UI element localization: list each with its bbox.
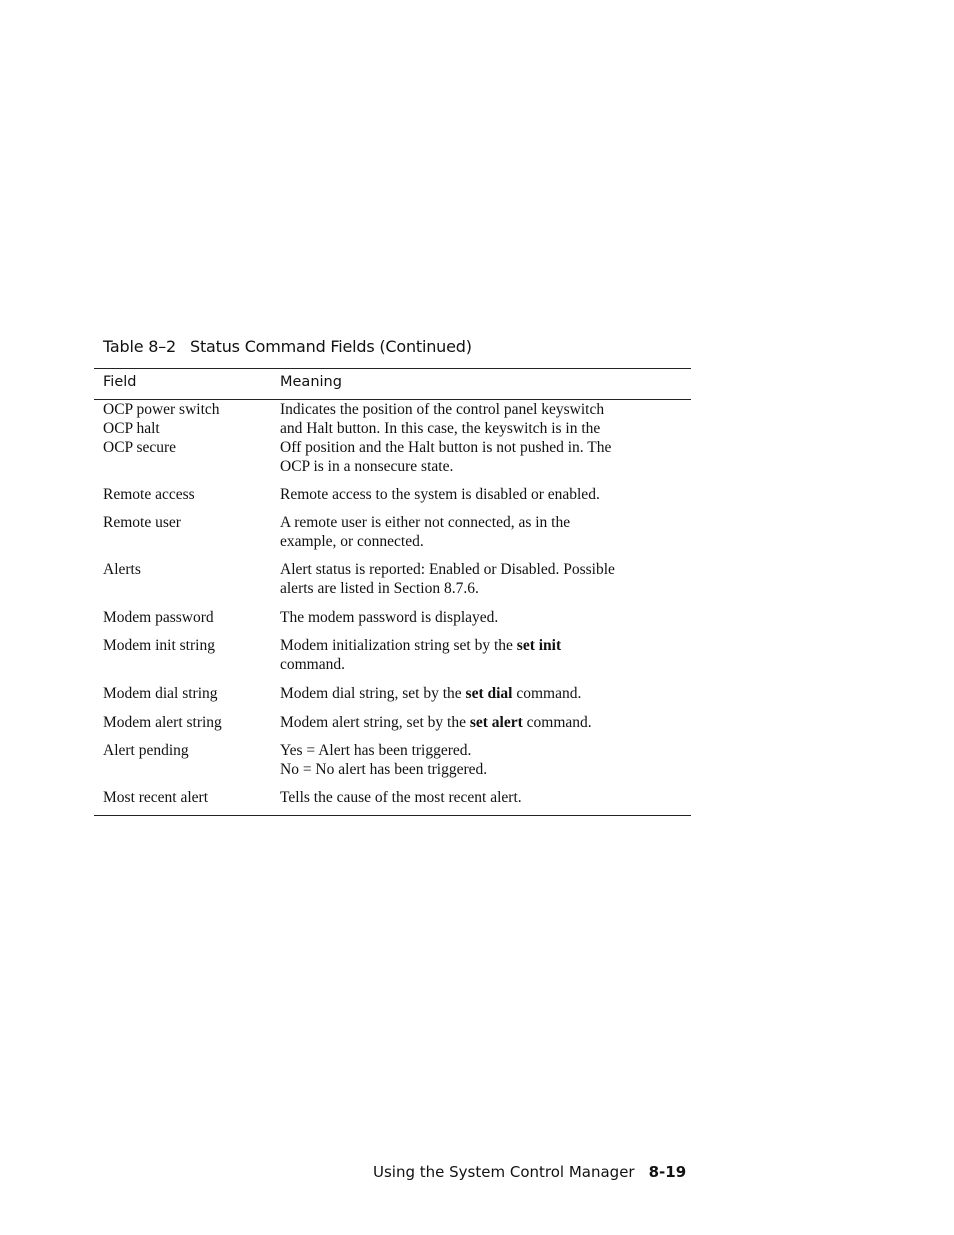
table-caption bbox=[103, 337, 472, 356]
row-field: Remote user bbox=[103, 514, 181, 531]
row-meaning: Indicates the position of the control panel keyswitch and Halt button. In this case, the keyswitch is in the Off position and the Halt button is not pushed in. The OCP is in a nonsecure state. bbox=[280, 401, 612, 475]
header-meaning: Meaning bbox=[280, 374, 342, 390]
row-meaning: Tells the cause of the most recent alert. bbox=[280, 789, 522, 806]
page-footer bbox=[373, 1163, 686, 1181]
row-field: Modem password bbox=[103, 609, 214, 626]
header-field: Field bbox=[103, 374, 137, 390]
table-header bbox=[94, 369, 691, 399]
row-field: Modem init string bbox=[103, 637, 215, 654]
table-title: Status Command Fields (Continued) bbox=[190, 337, 472, 356]
bottom-rule bbox=[94, 815, 691, 816]
row-meaning: The modem password is displayed. bbox=[280, 609, 499, 626]
row-field: Alert pending bbox=[103, 742, 189, 759]
row-meaning: A remote user is either not connected, as in the example, or connected. bbox=[280, 514, 571, 550]
command-name: set init bbox=[516, 637, 562, 654]
row-field: Modem alert string bbox=[103, 714, 222, 731]
command-name: set alert bbox=[469, 714, 523, 731]
footer-section-title: Using the System Control Manager bbox=[373, 1163, 635, 1181]
row-meaning: Modem dial string, set by the set dial command. bbox=[280, 685, 582, 702]
row-field: Modem dial string bbox=[103, 685, 218, 702]
page-number: 8-19 bbox=[648, 1163, 687, 1181]
row-meaning: Modem initialization string set by the set init command. bbox=[280, 637, 562, 673]
row-field: Alerts bbox=[103, 561, 141, 578]
row-meaning: Yes = Alert has been triggered. No = No alert has been triggered. bbox=[280, 742, 488, 778]
command-name: set dial bbox=[465, 685, 513, 702]
row-meaning: Alert status is reported: Enabled or Disabled. Possible alerts are listed in Section 8.7.6. bbox=[280, 561, 615, 597]
status-fields-table bbox=[94, 368, 691, 806]
row-meaning: Remote access to the system is disabled or enabled. bbox=[280, 486, 600, 503]
row-field: OCP power switch OCP halt OCP secure bbox=[103, 401, 220, 456]
row-meaning: Modem alert string, set by the set alert command. bbox=[280, 714, 592, 731]
row-field: Remote access bbox=[103, 486, 195, 503]
table-number: Table 8–2 bbox=[103, 337, 177, 356]
row-field: Most recent alert bbox=[103, 789, 209, 806]
